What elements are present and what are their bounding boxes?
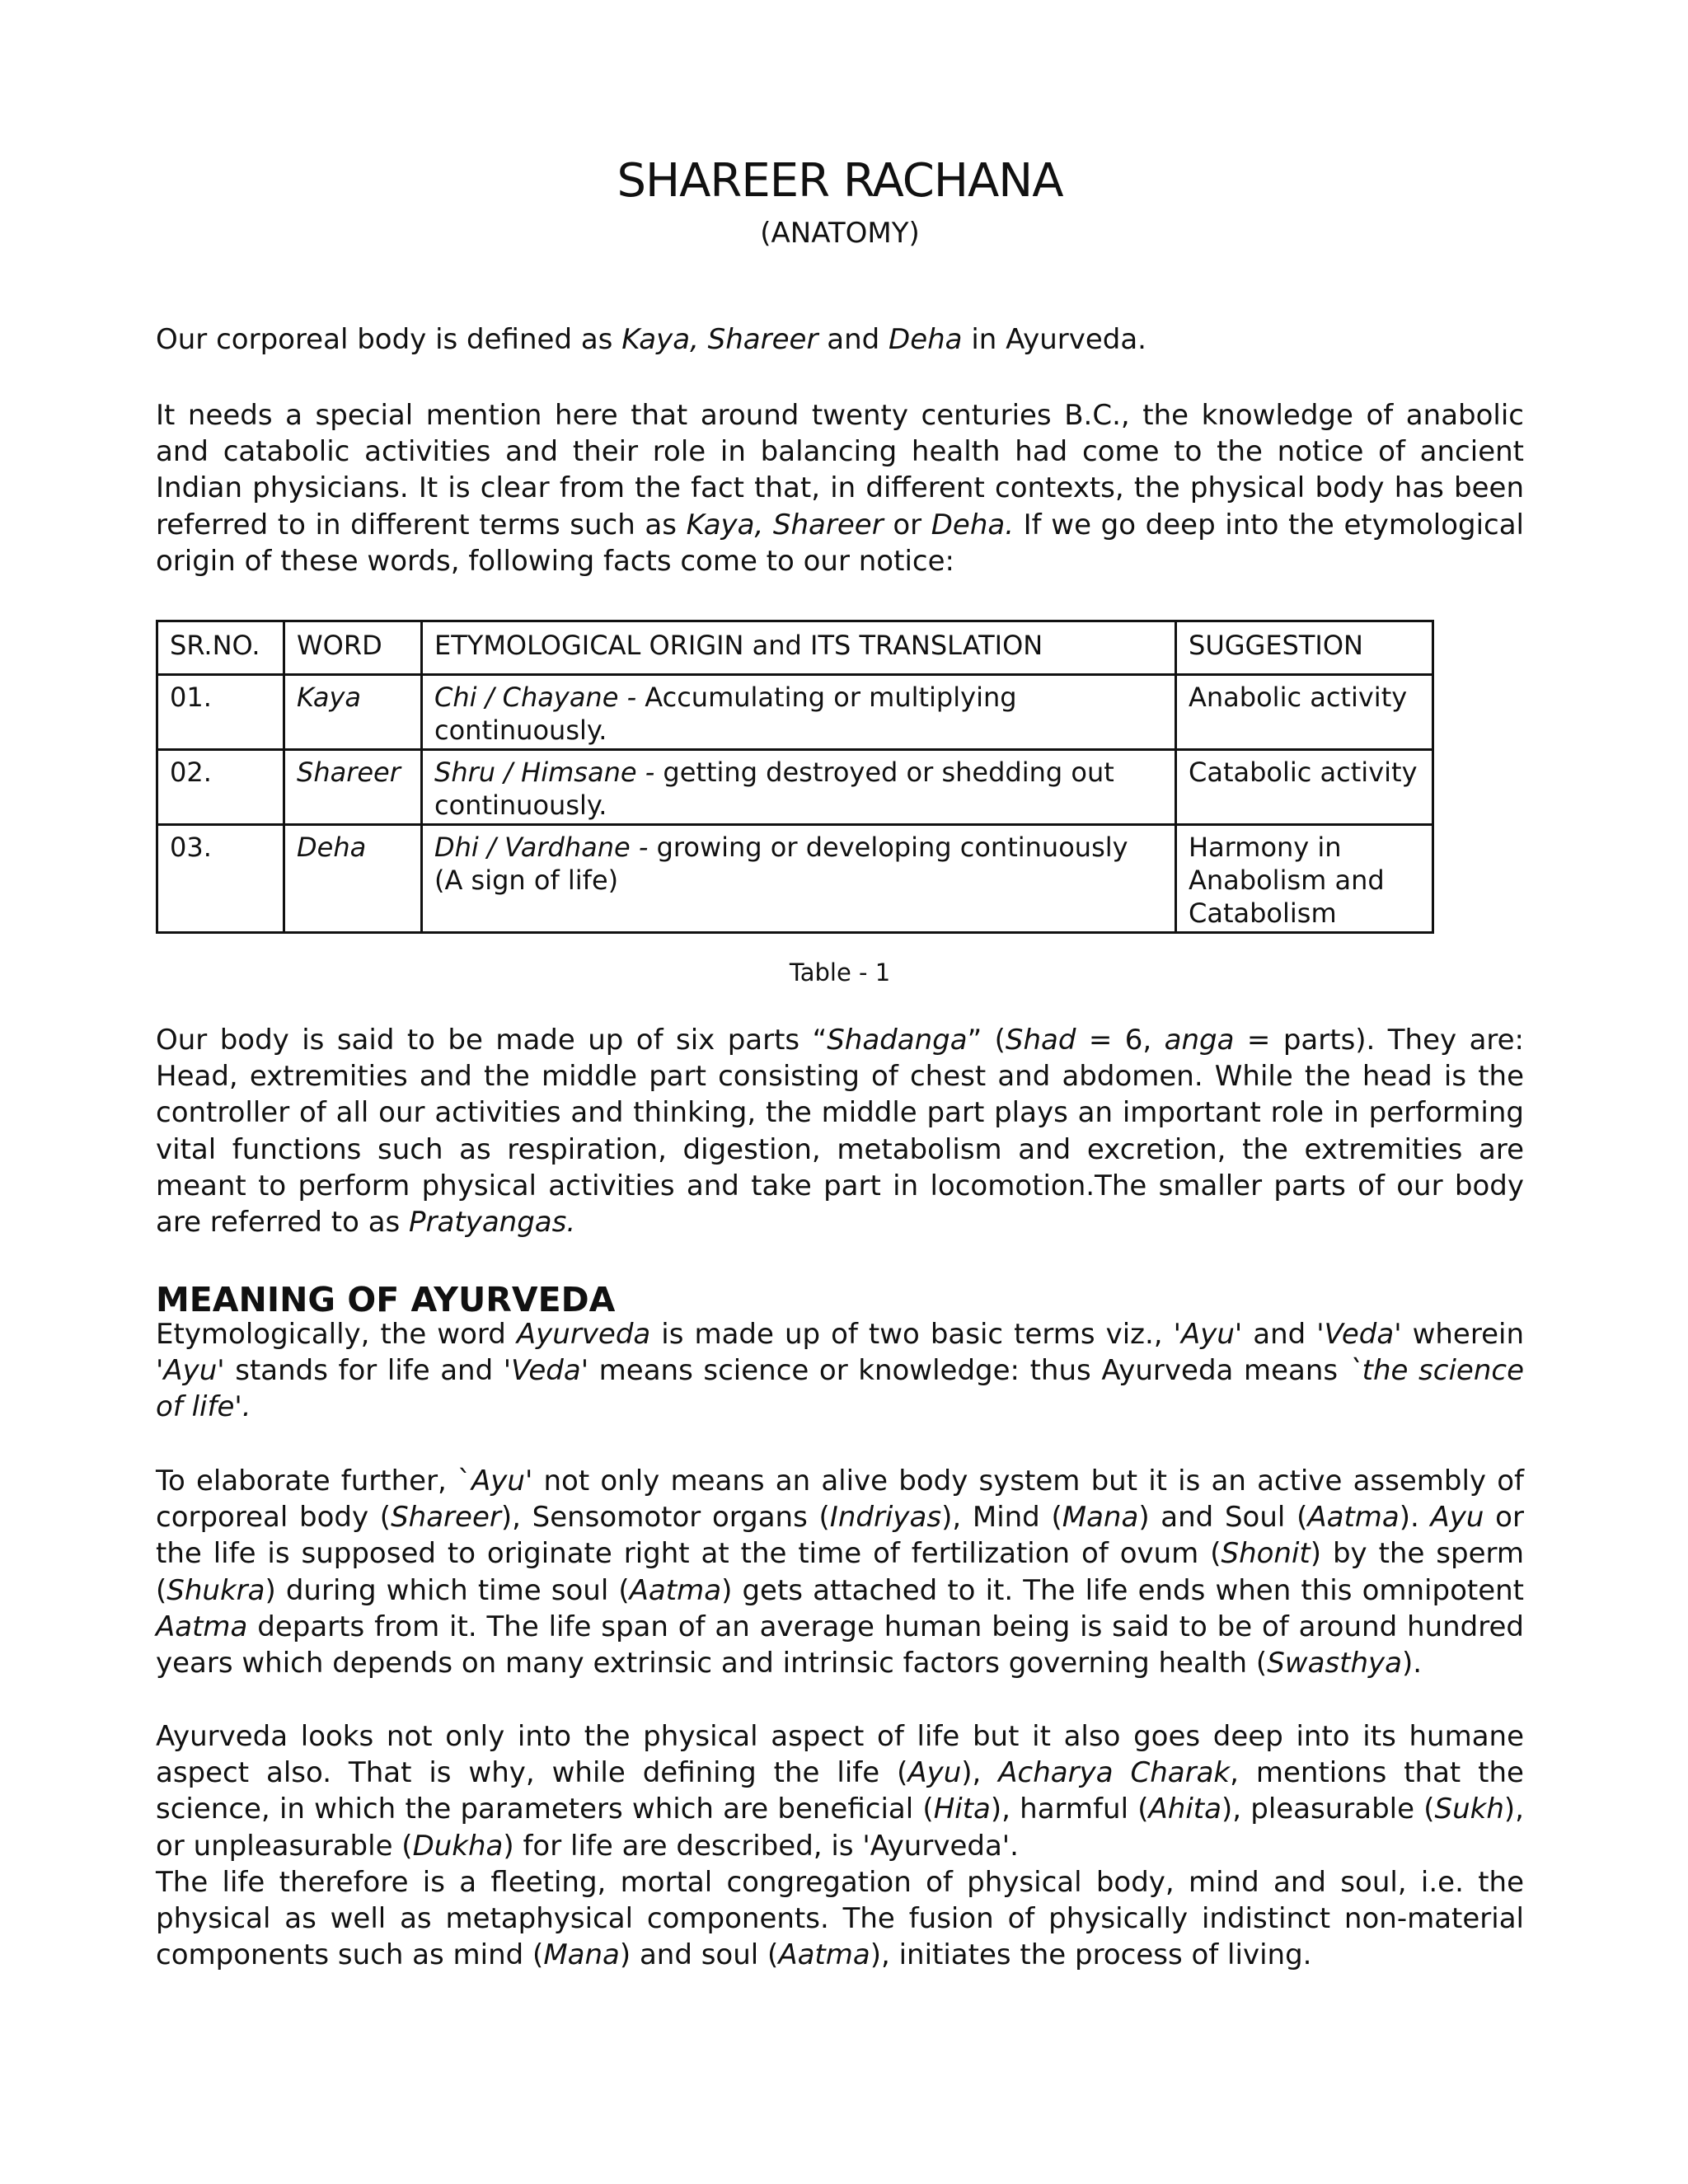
table-header-cell: ETYMOLOGICAL ORIGIN and ITS TRANSLATION xyxy=(422,621,1176,675)
table-cell-word: Deha xyxy=(284,825,422,933)
meaning-paragraph-1: Etymologically, the word Ayurveda is made up of two basic terms viz., 'Ayu' and 'Veda' wherein 'Ayu' stands for life and 'Veda' means science or knowledge: thus Ayurveda means `the science of life'. xyxy=(156,1318,1524,1424)
section-heading: MEANING OF AYURVEDA xyxy=(156,1280,616,1319)
table-cell-sr: 02. xyxy=(157,750,284,825)
etymology-table xyxy=(156,620,1434,934)
table-cell-word: Kaya xyxy=(284,675,422,750)
intro-paragraph-2: It needs a special mention here that around twenty centuries B.C., the knowledge of anabolic and catabolic activities and their role in balancing health had come to the notice of ancient Indian physicians. It is clear from the fact that, in different contexts, the physical body has been referred to in different terms such as Kaya, Shareer or Deha. If we go deep into the etymological origin of these words, following facts come to our notice: xyxy=(156,399,1525,578)
table-cell-origin: Dhi / Vardhane - growing or developing continuously (A sign of life) xyxy=(422,825,1176,933)
table-header-row xyxy=(157,621,1433,675)
meaning-paragraph-3: Ayurveda looks not only into the physical aspect of life but it also goes deep into its humane aspect also. That is why, while defining the life (Ayu), Acharya Charak, mentions that the science, in which the parameters which are beneficial (Hita), harmful (Ahita), pleasurable (Sukh), or unpleasurable (Dukha) for life are described, is 'Ayurveda'. xyxy=(156,1720,1524,1863)
table-row xyxy=(157,750,1433,825)
meaning-paragraph-2: To elaborate further, `Ayu' not only means an alive body system but it is an active assembly of corporeal body (Shareer), Sensomotor organs (Indriyas), Mind (Mana) and Soul (Aatma). Ayu or the life is supposed to originate right at the time of fertilization of ovum (Shonit) by the sperm (Shukra) during which time soul (Aatma) gets attached to it. The life ends when this omnipotent Aatma departs from it. The life span of an average human being is said to be of around hundred years which depends on many extrinsic and intrinsic factors governing health (Swasthya). xyxy=(156,1465,1525,1680)
table-cell-suggestion: Catabolic activity xyxy=(1176,750,1433,825)
table-row xyxy=(157,675,1433,750)
shadanga-paragraph: Our body is said to be made up of six parts “Shadanga” (Shad = 6, anga = parts). They are: Head, extremities and the middle part consisting of chest and abdomen. While the head is the controller of all our activities and thinking, the middle part plays an important role in performing vital functions such as respiration, digestion, metabolism and excretion, the extremities are meant to perform physical activities and take part in locomotion.The smaller parts of our body are referred to as Pratyangas. xyxy=(156,1024,1525,1240)
table-header-cell: SUGGESTION xyxy=(1176,621,1433,675)
table-cell-suggestion: Harmony in Anabolism and Catabolism xyxy=(1176,825,1433,933)
table-cell-origin: Shru / Himsane - getting destroyed or shedding out continuously. xyxy=(422,750,1176,825)
table-header-cell: WORD xyxy=(284,621,422,675)
page-subtitle: (ANATOMY) xyxy=(760,217,920,250)
page-title: SHAREER RACHANA xyxy=(617,154,1063,208)
table-header-cell: SR.NO. xyxy=(157,621,284,675)
table-cell-suggestion: Anabolic activity xyxy=(1176,675,1433,750)
table-cell-sr: 01. xyxy=(157,675,284,750)
table-cell-origin: Chi / Chayane - Accumulating or multiplying continuously. xyxy=(422,675,1176,750)
meaning-paragraph-4: The life therefore is a fleeting, mortal congregation of physical body, mind and soul, i.e. the physical as well as metaphysical components. The fusion of physically indistinct non-material components such as mind (Mana) and soul (Aatma), initiates the process of living. xyxy=(156,1866,1524,1972)
table-cell-sr: 03. xyxy=(157,825,284,933)
table-cell-word: Shareer xyxy=(284,750,422,825)
table-row xyxy=(157,825,1433,933)
intro-paragraph-1: Our corporeal body is defined as Kaya, Shareer and Deha in Ayurveda. xyxy=(156,323,1146,356)
table-caption: Table - 1 xyxy=(789,958,891,987)
